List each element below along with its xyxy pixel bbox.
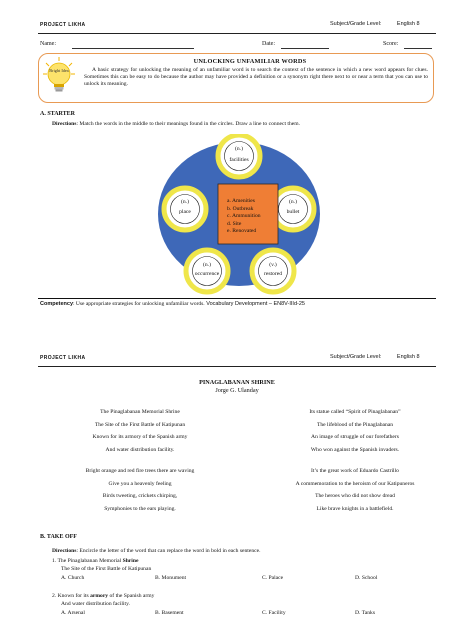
circle-facilities-word: facilities [229, 157, 249, 163]
poem-line: Bright orange and red fire trees there are waving [85, 468, 195, 474]
center-item: c. Ammunition [227, 213, 261, 220]
name-blank[interactable] [72, 48, 194, 49]
circle-occurrence-pos: (n.) [203, 262, 211, 268]
q2-option-b[interactable]: B. Basement [155, 610, 184, 616]
poem-line: Its statue called “Spirit of Pinaglabanan” [309, 409, 401, 415]
poem-line: Who won against the Spanish invaders. [310, 446, 400, 453]
score-blank[interactable] [404, 48, 432, 49]
box-title: UNLOCKING UNFAMILIAR WORDS [193, 58, 307, 65]
subject-grade-label: Subject/Grade Level: English 8 [330, 21, 420, 27]
poem-line: Like brave knights in a battlefield. [316, 505, 394, 512]
q1-option-b[interactable]: B. Monument [155, 575, 187, 581]
section-a-directions: Directions: Match the words in the middle to their meanings found in the circles. Draw a line to connect them. [52, 121, 300, 127]
competency-rule [38, 298, 436, 299]
circle-occurrence-word: occurrence [194, 271, 220, 277]
question-2-line-1: 2. Known for its armory of the Spanish army [52, 593, 155, 599]
circle-restored-word: restored [263, 271, 283, 277]
circle-place-pos: (n.) [181, 199, 189, 205]
circle-facilities[interactable] [218, 135, 260, 177]
poem-line: The lifeblood of the Pinaglabanan [316, 421, 394, 428]
center-item: d. Site [227, 220, 242, 227]
q2-option-a[interactable]: A. Arsenal [61, 610, 85, 616]
header-rule-2 [38, 366, 436, 367]
date-field[interactable]: Date: [262, 41, 329, 49]
poem-line: The heroes who did not show dread [315, 493, 395, 499]
poem-line: Give you a heavenly feeling [108, 480, 172, 487]
question-2-line-2: And water distribution facility. [61, 601, 130, 607]
circle-restored-pos: (v.) [269, 262, 277, 268]
poem-line: The Pinaglabanan Memorial Shrine [100, 409, 180, 415]
question-1-line-1: 1. The Pinaglabanan Memorial Shrine [52, 558, 139, 564]
q1-option-d[interactable]: D. School [355, 575, 378, 581]
poem-line: Symphonies to the ears playing. [104, 505, 176, 512]
circle-place-word: place [179, 209, 191, 215]
poem-right-stanza-1 [280, 406, 430, 456]
q2-option-c[interactable]: C. Facility [262, 610, 286, 616]
poem-left-stanza-2 [60, 465, 220, 515]
section-b-directions: Directions: Encircle the letter of the word that can replace the word in bold in each sentence. [52, 548, 261, 554]
poem-author: Jorge G. Ulanday [215, 387, 259, 394]
poem-line: Known for its armory of the Spanish army [92, 434, 188, 440]
question-1-line-2: The Site of the First Battle of Katipunan [61, 566, 152, 572]
poem-line: The Site of the First Battle of Katipunan [94, 421, 186, 428]
center-item: b. Outbreak [227, 205, 254, 212]
center-word-list [227, 198, 283, 236]
poem-line: A commemoration to the heroism of our Katipuneros [295, 480, 415, 487]
box-text: A basic strategy for unlocking the meaning of an unfamiliar word is to search the context of the sentence in which a new word appears for clues. Sometimes this can be easy to do because the author may have provided a definition or a synonym right there next to or near a term that you can use to unlock its meaning. [84, 67, 428, 87]
q1-option-a[interactable]: A. Church [61, 575, 85, 581]
poem-title: PINAGLABANAN SHRINE [199, 379, 275, 386]
poem-line: Birds tweeting, crickets chirping, [102, 493, 178, 499]
section-a-heading: A. STARTER [40, 111, 76, 117]
poem-line: An image of struggle of our forefathers [311, 434, 399, 440]
lightbulb-icon [42, 56, 76, 100]
section-b-heading: B. TAKE OFF [40, 534, 77, 540]
poem-line: It’s the great work of Eduardo Castrillo [311, 468, 399, 474]
bulb-label: Bright Idea [49, 68, 69, 73]
circle-facilities-pos: (n.) [235, 146, 243, 152]
poem-line: And water distribution facility. [105, 446, 175, 453]
circle-bullet-word: bullet [286, 209, 300, 215]
center-item: e. Renovated [227, 228, 257, 235]
q2-option-d[interactable]: D. Tanks [355, 610, 376, 616]
center-item: a. Amenities [227, 198, 255, 204]
name-field[interactable]: Name: [40, 41, 194, 49]
poem-right-stanza-2 [275, 465, 435, 515]
date-blank[interactable] [281, 48, 329, 49]
header-rule [38, 33, 436, 34]
q1-option-c[interactable]: C. Palace [262, 575, 284, 581]
project-header: PROJECT LIKHA [40, 22, 86, 28]
poem-left-stanza-1 [70, 406, 210, 456]
subject-grade-label-2: Subject/Grade Level: English 8 [330, 354, 420, 360]
project-header-2: PROJECT LIKHA [40, 355, 86, 361]
score-field[interactable]: Score: [383, 41, 432, 49]
circle-bullet-pos: (n.) [289, 199, 297, 205]
competency-footer: Competency: Use appropriate strategies for unlocking unfamiliar words. Vocabulary Development – EN8V-IIId-25 [40, 301, 305, 307]
